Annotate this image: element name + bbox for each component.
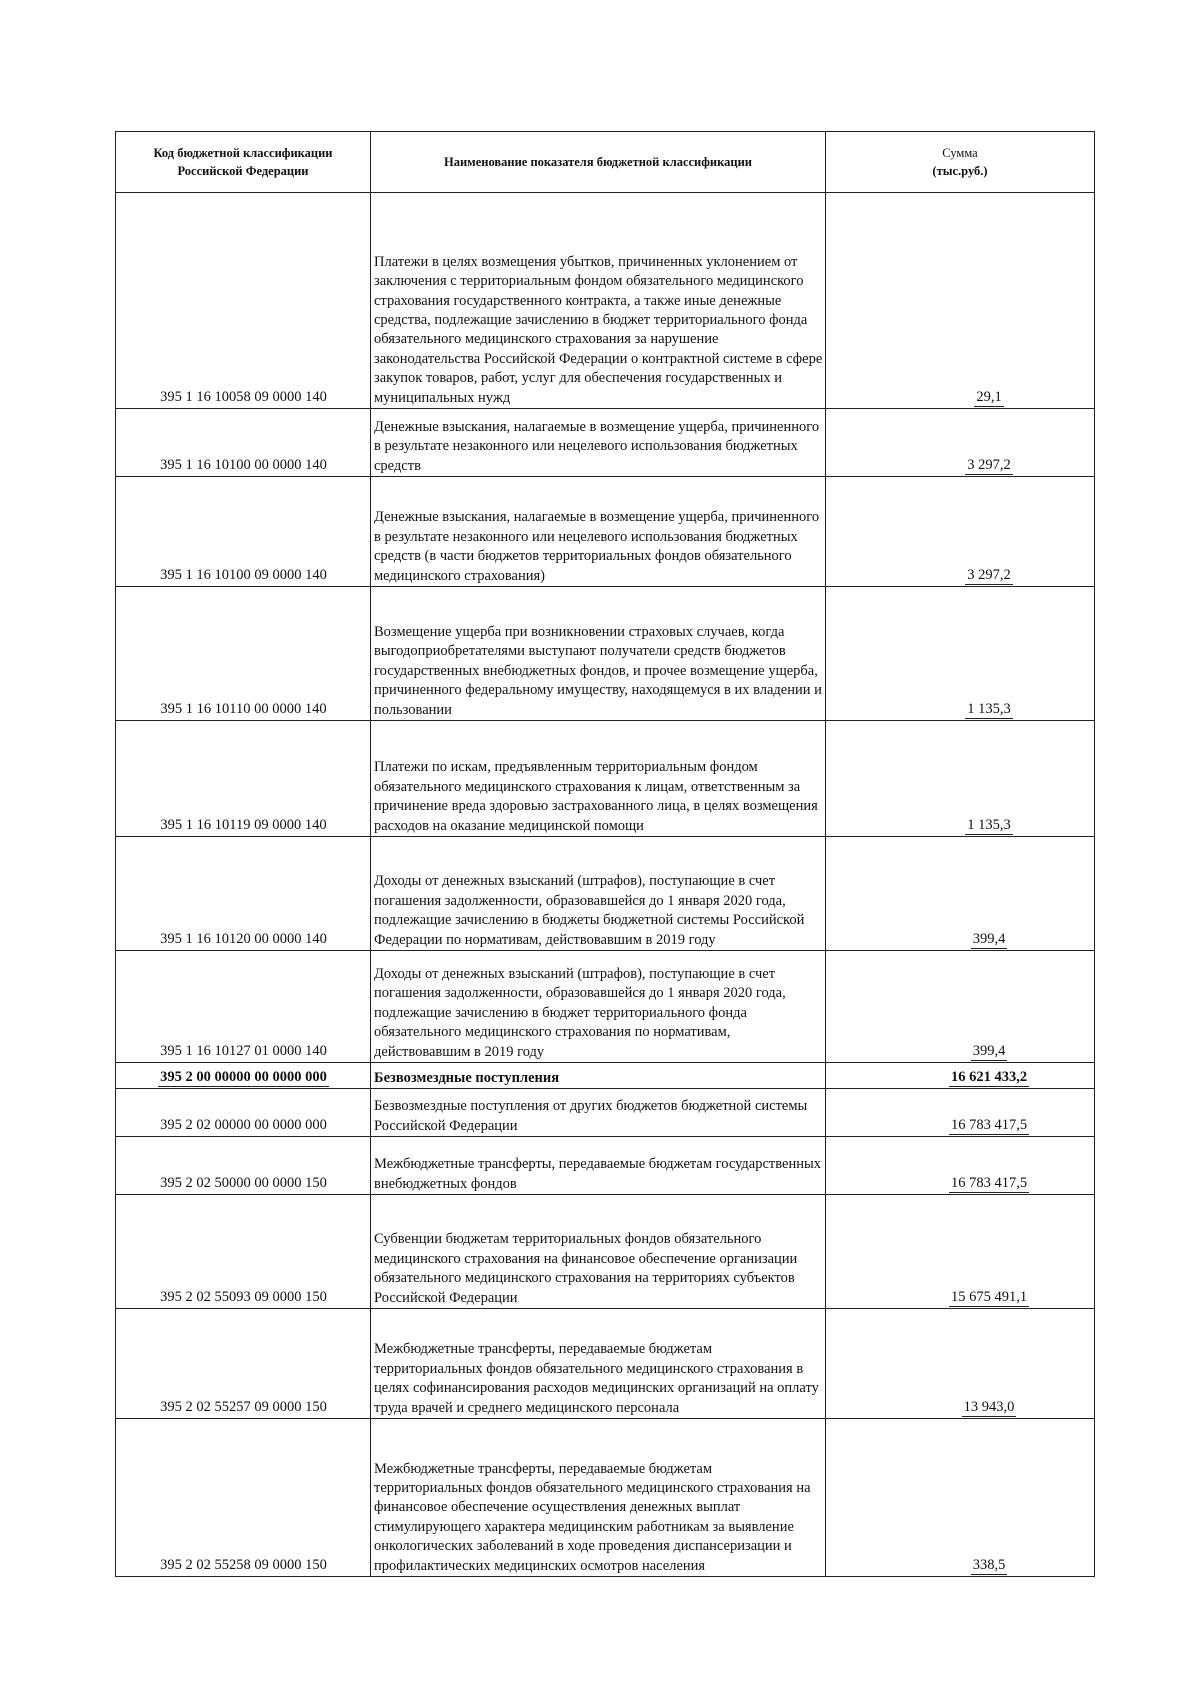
row-sum: [826, 587, 1095, 721]
row-sum-value: 16 621 433,2: [950, 1068, 1028, 1085]
row-name: Межбюджетные трансферты, передаваемые бюджетам территориальных фондов обязательного медицинского страхования на финансовое обеспечение осуществления денежных выплат стимулирующего характера медицинским работникам за выявление онкологических заболеваний в ходе проведения диспансеризации и профилактических медицинских осмотров населения: [371, 1419, 826, 1577]
row-sum: [826, 1419, 1095, 1577]
row-name: Межбюджетные трансферты, передаваемые бюджетам государственных внебюджетных фондов: [371, 1137, 826, 1195]
row-name: Межбюджетные трансферты, передаваемые бюджетам территориальных фондов обязательного медицинского страхования в целях софинансирования расходов медицинских организаций на оплату труда врачей и среднего медицинского персонала: [371, 1309, 826, 1419]
row-code: 395 2 02 55093 09 0000 150: [116, 1195, 371, 1309]
row-sum-value: 16 783 417,5: [950, 1116, 1028, 1133]
row-sum-value: 399,4: [972, 930, 1006, 947]
table-body: [116, 193, 1095, 1577]
row-name: Платежи по искам, предъявленным территориальным фондом обязательного медицинского страхования к лицам, ответственным за причинение вреда здоровью застрахованного лица, в целях возмещения расходов на оказание медицинской помощи: [371, 721, 826, 837]
row-sum: [826, 951, 1095, 1063]
table-row: [116, 409, 1095, 477]
row-sum: [826, 409, 1095, 477]
table-row: [116, 721, 1095, 837]
row-name: Денежные взыскания, налагаемые в возмещение ущерба, причиненного в результате незаконного или нецелевого использования бюджетных средств: [371, 409, 826, 477]
row-sum: [826, 1195, 1095, 1309]
row-name: Денежные взыскания, налагаемые в возмещение ущерба, причиненного в результате незаконного или нецелевого использования бюджетных средств (в части бюджетов территориальных фондов обязательного медицинского страхования): [371, 477, 826, 587]
table-header: [116, 132, 1095, 193]
table-row: [116, 1309, 1095, 1419]
row-code: [116, 1063, 371, 1089]
row-code: 395 2 02 00000 00 0000 000: [116, 1089, 371, 1137]
row-sum-value: 1 135,3: [967, 816, 1011, 833]
row-code-value: 395 2 00 00000 00 0000 000: [160, 1068, 327, 1085]
row-name: Доходы от денежных взысканий (штрафов), поступающие в счет погашения задолженности, образовавшейся до 1 января 2020 года, подлежащие зачислению в бюджеты бюджетной системы Российской Федерации по нормативам, действовавшим в 2019 году: [371, 837, 826, 951]
row-sum-value: 15 675 491,1: [950, 1288, 1028, 1305]
row-code: 395 1 16 10110 00 0000 140: [116, 587, 371, 721]
row-name: Безвозмездные поступления от других бюджетов бюджетной системы Российской Федерации: [371, 1089, 826, 1137]
row-name: Безвозмездные поступления: [371, 1063, 826, 1089]
row-code: 395 1 16 10100 00 0000 140: [116, 409, 371, 477]
row-code: 395 2 02 50000 00 0000 150: [116, 1137, 371, 1195]
header-code: Код бюджетной классификации Российской Федерации: [116, 132, 371, 193]
row-name: Возмещение ущерба при возникновении страховых случаев, когда выгодоприобретателями выступают получатели средств бюджетов государственных внебюджетных фондов, и прочее возмещение ущерба, причиненного федеральному имуществу, находящемуся в их владении и пользовании: [371, 587, 826, 721]
row-sum-value: 3 297,2: [967, 566, 1011, 583]
row-code: 395 1 16 10120 00 0000 140: [116, 837, 371, 951]
header-row: [116, 132, 1095, 193]
row-code: 395 1 16 10100 09 0000 140: [116, 477, 371, 587]
table-row: [116, 587, 1095, 721]
table-row: [116, 477, 1095, 587]
row-sum-value: 29,1: [976, 388, 1002, 405]
row-name: Доходы от денежных взысканий (штрафов), поступающие в счет погашения задолженности, образовавшейся до 1 января 2020 года, подлежащие зачислению в бюджет территориального фонда обязательного медицинского страхования по нормативам, действовавшим в 2019 году: [371, 951, 826, 1063]
row-code: 395 1 16 10127 01 0000 140: [116, 951, 371, 1063]
row-code: 395 2 02 55258 09 0000 150: [116, 1419, 371, 1577]
budget-classification-table: [115, 131, 1095, 1577]
header-sum-unit: (тыс.руб.): [932, 164, 988, 178]
table-row: [116, 1137, 1095, 1195]
row-sum: [826, 193, 1095, 409]
row-sum: [826, 477, 1095, 587]
row-sum-value: 3 297,2: [967, 456, 1011, 473]
row-sum-value: 1 135,3: [967, 700, 1011, 717]
table-row: [116, 193, 1095, 409]
row-sum: [826, 721, 1095, 837]
row-code: 395 2 02 55257 09 0000 150: [116, 1309, 371, 1419]
row-sum-value: 338,5: [972, 1556, 1006, 1573]
table-row-total: [116, 1063, 1095, 1089]
row-sum: [826, 1309, 1095, 1419]
table-row: [116, 837, 1095, 951]
row-sum: [826, 837, 1095, 951]
row-name: Субвенции бюджетам территориальных фондов обязательного медицинского страхования на финансовое обеспечение организации обязательного медицинского страхования на территориях субъектов Российской Федерации: [371, 1195, 826, 1309]
header-name: Наименование показателя бюджетной классификации: [371, 132, 826, 193]
row-code: 395 1 16 10058 09 0000 140: [116, 193, 371, 409]
row-sum-value: 13 943,0: [963, 1398, 1015, 1415]
table-row: [116, 1089, 1095, 1137]
table-row: [116, 1195, 1095, 1309]
row-code: 395 1 16 10119 09 0000 140: [116, 721, 371, 837]
row-sum: [826, 1063, 1095, 1089]
header-sum-title: Сумма: [942, 146, 978, 160]
row-name: Платежи в целях возмещения убытков, причиненных уклонением от заключения с территориальным фондом обязательного медицинского страхования государственного контракта, а также иные денежные средства, подлежащие зачислению в бюджет территориального фонда обязательного медицинского страхования за нарушение законодательства Российской Федерации о контрактной системе в сфере закупок товаров, работ, услуг для обеспечения государственных и муниципальных нужд: [371, 193, 826, 409]
header-sum: [826, 132, 1095, 193]
row-sum-value: 399,4: [972, 1042, 1006, 1059]
table-row: [116, 1419, 1095, 1577]
row-sum: [826, 1137, 1095, 1195]
row-sum: [826, 1089, 1095, 1137]
table-row: [116, 951, 1095, 1063]
row-sum-value: 16 783 417,5: [950, 1174, 1028, 1191]
